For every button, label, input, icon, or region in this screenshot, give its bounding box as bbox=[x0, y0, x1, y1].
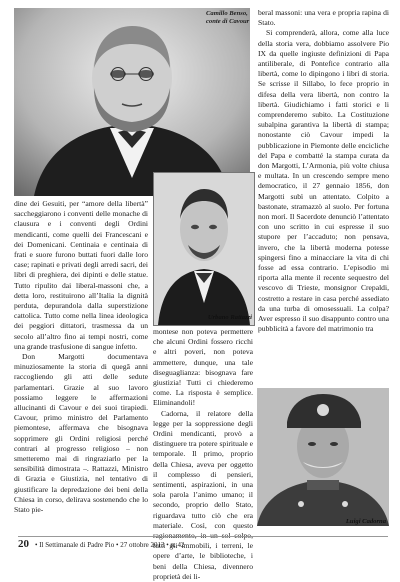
column-3-paragraph-1: beral massoni: una vera e propria rapina di Stato. bbox=[258, 8, 389, 28]
column-1-paragraph-1: dine dei Gesuiti, per “amore della libertà” saccheggiarono i conventi delle monache di clausura e i conventi degli Ordini mendicanti, come quelli dei Francescani e dei Domenicani. Centinaia e centinaia di frati e suore furono buttati fuori dalle loro case; rapinati e privati degli arredi sacri, dei libri di preghiera, dei dipinti e delle statue. Tutto ripulito dai liberal-massoni che, a detta loro, restituirono all’Italia la dignità perduta, depurandola dalla superstizione cattolica. Tutto come nella linea ideologica dei peggiori dittatori, trasmessa da un secolo all’altro fino ai tempi nostri, come una grande trasfusione di sangue infetto. bbox=[14, 199, 148, 351]
rattazzi-caption: Urbano Rattazzi bbox=[207, 314, 252, 321]
column-1 bbox=[14, 199, 148, 536]
column-1-paragraph-2: Don Margotti documentava minuziosamente la storia di quegā anni raccogliendo gli atti delle sedute parlamentari. Grazie al suo lavoro possiamo leggere le affermazioni allucinanti di Cavour e dei suoi tirapiedi. Cavour, primo ministro del Parlamento piemontese, affermava che bisognava sopprimere gli Ordini religiosi perché contrari al progresso religioso – non smetteremo mai di ringraziarlo per la sensibilità dimostrata –. Rattazzi, Ministro di Grazia e Giustizia, nel tentativo di giustificare la depredazione dei beni della Chiesa in corso, delirava sostenendo che lo Stato pie- bbox=[14, 352, 148, 515]
rattazzi-portrait bbox=[153, 172, 255, 326]
footer-publication-info: • Il Settimanale di Padre Pio • 27 ottobre 2013 • n. 42 bbox=[35, 541, 185, 549]
column-3 bbox=[258, 8, 389, 388]
cavour-caption-name: Camillo Benso, bbox=[206, 10, 248, 17]
column-2 bbox=[153, 327, 253, 581]
cadorna-caption: Luigi Cadorna bbox=[345, 518, 386, 525]
cadorna-portrait-drawing bbox=[257, 388, 389, 526]
cavour-portrait bbox=[14, 8, 250, 196]
column-2-paragraph-2: Cadorna, il relatore della legge per la soppressione degli Ordini mendicanti, provò a distinguere tra potere spirituale e temporale. Il primo, proprio della Chiesa, aveva per oggetto il complesso di pensieri, sentimenti, aspirazioni, in una sola parola l’animo umano; il secondo, proprio dello Stato, riguardava tutto ciò che era materiale. Così, con questo ragionamento, in un sol colpo, tutti gli immobili, i terreni, le opere d’arte, le biblioteche, i beni della Chiesa, divennero proprietà dei li- bbox=[153, 408, 253, 581]
cavour-portrait-drawing bbox=[14, 8, 250, 196]
cadorna-portrait bbox=[257, 388, 389, 526]
page-footer bbox=[18, 536, 388, 550]
page-number: 20 bbox=[18, 538, 29, 550]
column-2-paragraph-1: montese non poteva permettere che alcuni Ordini fossero ricchi e altri poveri, non poteva ammettere, dunque, una tale diseguaglianza: bisognava fare giustizia! Tutti ci chiederemo come. La risposta è semplice. Eliminandoli! bbox=[153, 327, 253, 408]
cavour-caption-title: conte di Cavour bbox=[206, 18, 250, 25]
rattazzi-portrait-drawing bbox=[154, 173, 254, 325]
column-3-paragraph-2: Si comprenderà, allora, come alla luce della storia vera, dobbiamo assolvere Pio IX da quelle ingiuste definizioni di Papa antiliberale, di Pontefice contrario alla libertà, come lo dipingono i libri di storia. Se scrisse il Sillabo, lo fece proprio in difesa della vera libertà, non contro la libertà. Giudichiamo i fatti storici e li comprenderemo subito. La Costituzione subalpina garantiva la libertà di stampa; nonostante ciò Cavour impedi la pubblicazione in Piemonte delle encicliche del Papa e combatté la stampa curata da don Margotti, L’Armonia, più volte chiusa e multata. In un crescendo sempre meno democratico, il 27 gennaio 1856, don Margotti subì un attentato. Colpito a bastonate, stramazzò al suolo. Per fortuna non morì. Il Sacerdote denunciò l’attentato con uno scritto in cui espresse il suo stupore per l’accaduto; non pensava, invero, che la libertà moderna potesse spingersi fino a minacciare la vita di chi fosse ad essa contrario. L’episodio mi riporta alla mente il recente sequestro del vescovo di Trieste, monsignor Crepaldi, costretto a restare in casa perché assediato da una turba di omosessuali. La colpa? Aver espresso il suo disappunto contro una pubblicità a favore del matrimonio tra bbox=[258, 28, 389, 334]
